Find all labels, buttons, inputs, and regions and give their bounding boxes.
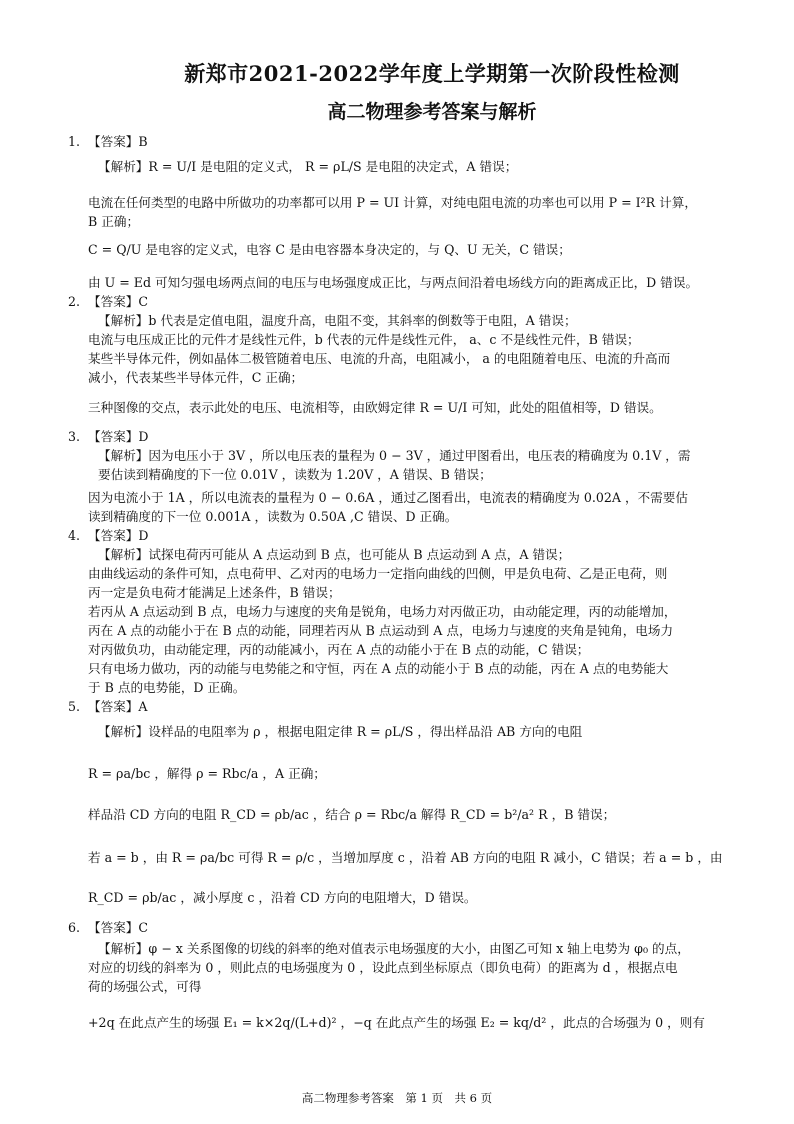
- answer-label: 【答案】D: [88, 528, 149, 543]
- explanation-line: 要估读到精确度的下一位 0.01V ，读数为 1.20V ，A 错误、B 错误；: [98, 467, 492, 482]
- explanation-line: 丙一定是负电荷才能满足上述条件，B 错误；: [88, 585, 341, 600]
- explanation-line: R_CD = ρb/ac ，减小厚度 c ，沿着 CD 方向的电阻增大，D 错误。: [88, 890, 477, 905]
- explanation-line: 对应的切线的斜率为 0 ，则此点的电场强度为 0 ，设此点到坐标原点（即负电荷）的距离为 d ，根据点电: [88, 960, 678, 975]
- explanation-line: 【解析】设样品的电阻率为 ρ ，根据电阻定律 R = ρL/S ，得出样品沿 AB 方向的电阻: [98, 724, 583, 739]
- explanation-line: 电流在任何类型的电路中所做功的功率都可以用 P = UI 计算，对纯电阻电流的功率也可以用 P = I²R 计算，: [88, 195, 697, 210]
- answer-label: 【答案】A: [88, 699, 148, 714]
- explanation-line: 由曲线运动的条件可知，点电荷甲、乙对丙的电场力一定指向曲线的凹侧，甲是负电荷、乙是正电荷，则: [88, 566, 668, 581]
- explanation-line: 【解析】试探电荷丙可能从 A 点运动到 B 点，也可能从 B 点运动到 A 点，A 错误；: [98, 547, 571, 562]
- question-number: 6.: [68, 920, 81, 935]
- explanation-line: 【解析】因为电压小于 3V ，所以电压表的量程为 0 − 3V ，通过甲图看出，电压表的精确度为 0.1V ，需: [98, 448, 691, 463]
- question-number: 3.: [68, 429, 81, 444]
- answer-label: 【答案】C: [88, 294, 149, 309]
- explanation-line: R = ρa/bc ，解得 ρ = Rbc/a ，A 正确；: [88, 766, 326, 781]
- explanation-line: 样品沿 CD 方向的电阻 R_CD = ρb/ac ，结合 ρ = Rbc/a 解得 R_CD = b²/a² R ，B 错误；: [88, 807, 616, 822]
- explanation-line: 【解析】φ − x 关系图像的切线的斜率的绝对值表示电场强度的大小，由图乙可知 x 轴上电势为 φ₀ 的点，: [98, 941, 690, 956]
- answer-label: 【答案】C: [88, 920, 149, 935]
- explanation-line: 由 U = Ed 可知匀强电场两点间的电压与电场强度成正比，与两点间沿着电场线方向的距离成正比，D 错误。: [88, 275, 699, 290]
- answer-label: 【答案】D: [88, 429, 149, 444]
- answer-label: 【答案】B: [88, 134, 148, 149]
- question-number: 2.: [68, 294, 81, 309]
- explanation-line: 减小，代表某些半导体元件，C 正确；: [88, 370, 304, 385]
- explanation-line: +2q 在此点产生的场强 E₁ = k×2q/(L+d)² ，−q 在此点产生的场强 E₂ = kq/d² ，此点的合场强为 0 ，则有: [88, 1015, 705, 1030]
- page-title: 新郑市2021-2022学年度上学期第一次阶段性检测: [184, 61, 680, 86]
- explanation-line: 于 B 点的电势能，D 正确。: [88, 680, 246, 695]
- explanation-line: B 正确；: [88, 214, 140, 229]
- explanation-line: 【解析】b 代表是定值电阻，温度升高，电阻不变，其斜率的倒数等于电阻，A 错误；: [98, 313, 577, 328]
- explanation-line: 因为电流小于 1A ，所以电流表的量程为 0 − 0.6A ，通过乙图看出，电流表的精确度为 0.02A ，不需要估: [88, 490, 688, 505]
- explanation-line: 读到精确度的下一位 0.001A ，读数为 0.50A ,C 错误、D 正确。: [88, 509, 458, 524]
- explanation-line: C = Q/U 是电容的定义式，电容 C 是由电容器本身决定的，与 Q、U 无关，C 错误；: [88, 242, 571, 257]
- explanation-line: 丙在 A 点的动能小于在 B 点的动能，同理若丙从 B 点运动到 A 点，电场力与速度的夹角是钝角，电场力: [88, 623, 674, 638]
- question-number: 4.: [68, 528, 81, 543]
- explanation-line: 对丙做负功，由动能定理，丙的动能减小，丙在 A 点的动能小于在 B 点的动能，C 错误；: [88, 642, 590, 657]
- page-subtitle: 高二物理参考答案与解析: [327, 101, 537, 123]
- explanation-line: 只有电场力做功，丙的动能与电势能之和守恒，丙在 A 点的动能小于 B 点的动能，丙在 A 点的电势能大: [88, 661, 669, 676]
- page-footer: 高二物理参考答案 第 1 页 共 6 页: [301, 1091, 493, 1105]
- explanation-line: 电流与电压成正比的元件才是线性元件，b 代表的元件是线性元件， a、c 不是线性元件，B 错误；: [88, 332, 640, 347]
- explanation-line: 【解析】R = U/I 是电阻的定义式， R = ρL/S 是电阻的决定式，A 错误；: [98, 159, 518, 174]
- explanation-line: 荷的场强公式，可得: [88, 979, 202, 994]
- explanation-line: 若 a = b ，由 R = ρa/bc 可得 R = ρ/c ，当增加厚度 c ，沿着 AB 方向的电阻 R 减小，C 错误；若 a = b ，由: [88, 850, 723, 865]
- explanation-line: 三种图像的交点，表示此处的电压、电流相等，由欧姆定律 R = U/I 可知，此处的阻值相等，D 错误。: [88, 400, 662, 415]
- question-number: 5.: [68, 699, 81, 714]
- question-number: 1.: [68, 134, 81, 149]
- explanation-line: 某些半导体元件，例如晶体二极管随着电压、电流的升高，电阻减小， a 的电阻随着电压、电流的升高而: [88, 351, 671, 366]
- explanation-line: 若丙从 A 点运动到 B 点，电场力与速度的夹角是锐角，电场力对丙做正功，由动能定理，丙的动能增加，: [88, 604, 677, 619]
